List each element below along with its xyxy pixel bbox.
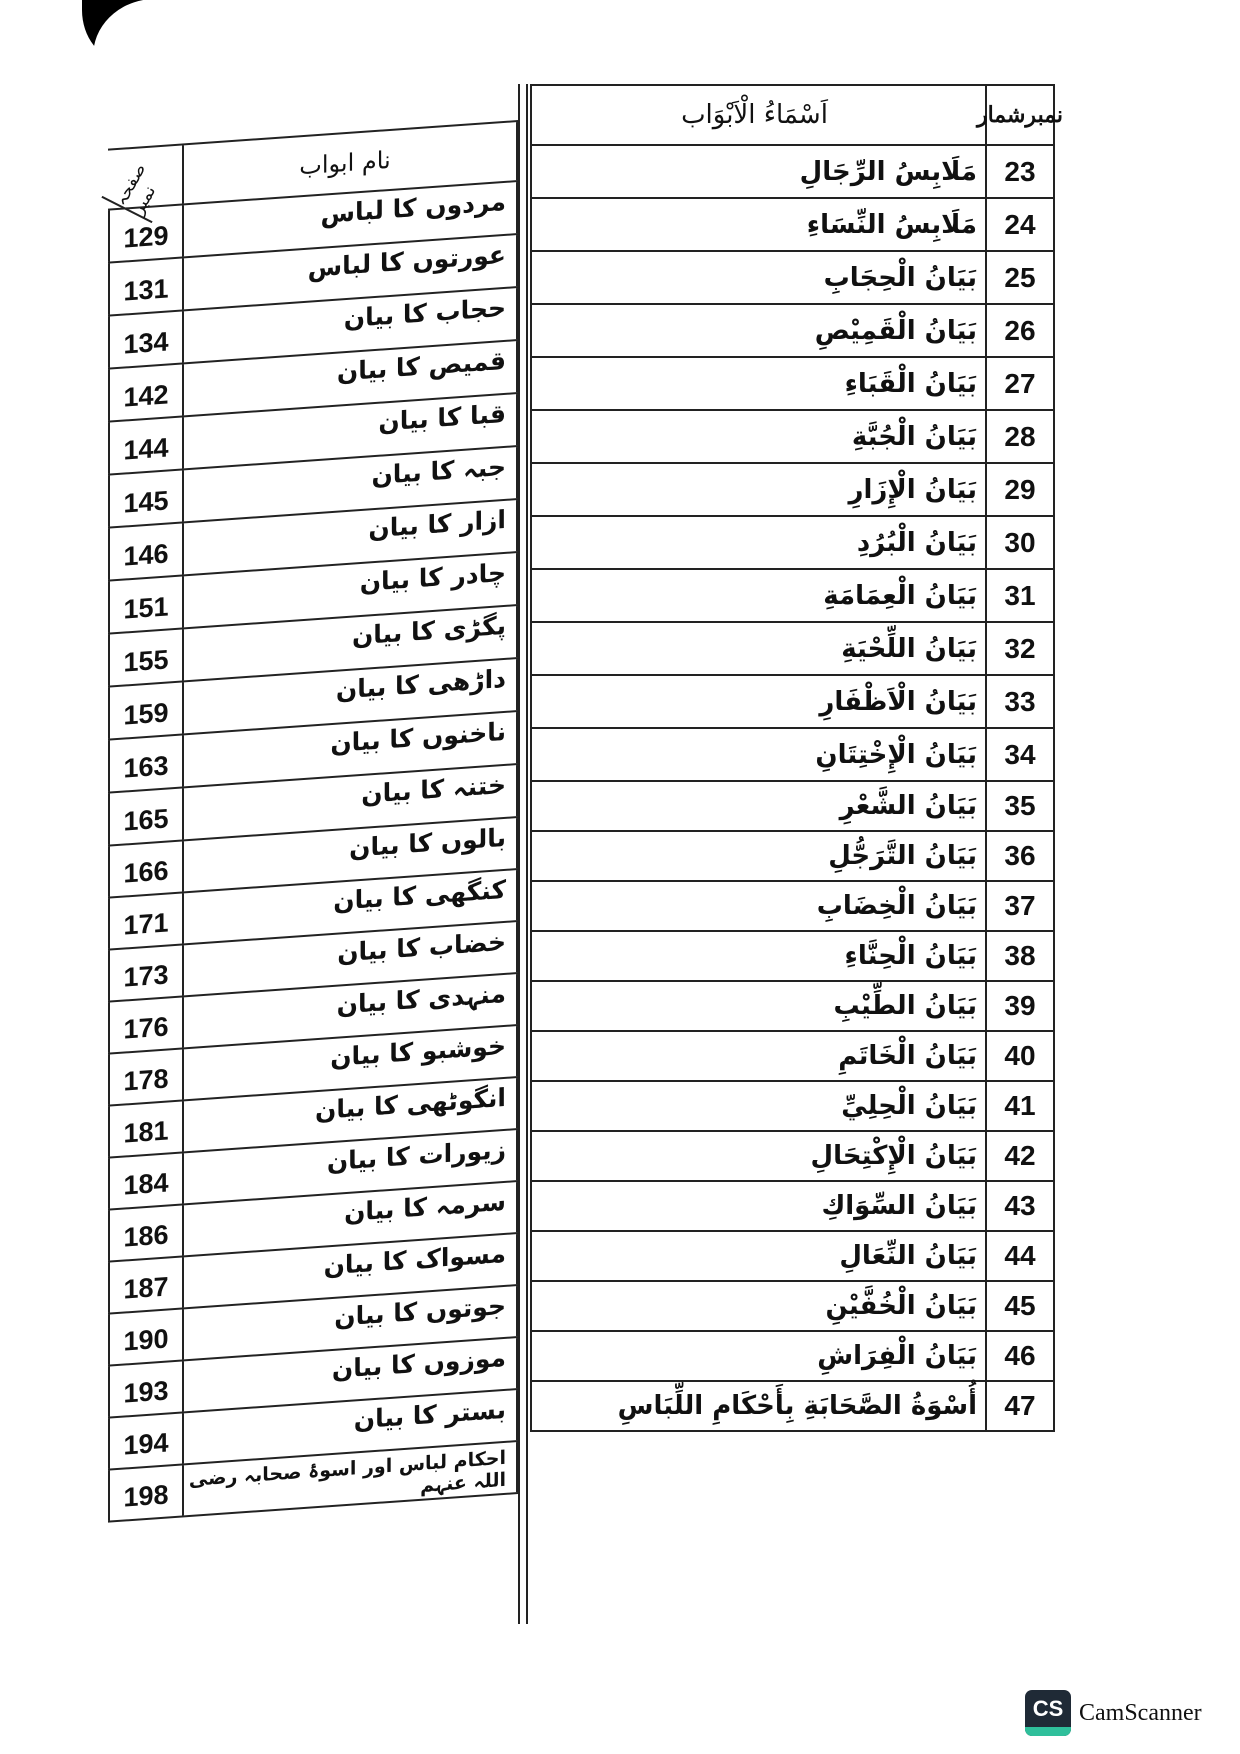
page-number: 155 <box>108 629 182 685</box>
page-number: 129 <box>108 205 182 261</box>
serial-number: 36 <box>985 832 1055 880</box>
page-number: 198 <box>108 1465 182 1520</box>
urdu-chapter-name: جبہ کا بیان <box>182 447 518 521</box>
camscanner-brand: CamScanner <box>1079 1699 1202 1726</box>
urdu-chapter-name: عورتوں کا لباس <box>182 235 518 309</box>
urdu-chapter-name: داڑھی کا بیان <box>182 659 518 733</box>
page-edge-curve <box>86 0 420 127</box>
page-number: 142 <box>108 364 182 420</box>
urdu-chapter-name: بستر کا بیان <box>182 1390 518 1463</box>
table-row <box>530 882 1055 932</box>
serial-number: 46 <box>985 1332 1055 1380</box>
table-row <box>530 305 1055 358</box>
table-row <box>530 1082 1055 1132</box>
table-row <box>530 1032 1055 1082</box>
page-number: 176 <box>108 997 182 1052</box>
page-number: 131 <box>108 258 182 314</box>
page-number: 173 <box>108 945 182 1000</box>
page-number: 166 <box>108 841 182 896</box>
header-urdu-title: نام ابواب <box>182 122 518 203</box>
urdu-chapter-name: ختنہ کا بیان <box>182 765 518 839</box>
serial-number: 33 <box>985 676 1055 727</box>
table-row <box>530 982 1055 1032</box>
urdu-chapter-name: سرمہ کا بیان <box>182 1182 518 1255</box>
arabic-chapter-name: بَيَانُ الْاَظْفَارِ <box>530 676 985 727</box>
arabic-chapter-name: بَيَانُ الطِّيْبِ <box>530 982 985 1030</box>
serial-number: 27 <box>985 358 1055 409</box>
urdu-chapter-name: چادر کا بیان <box>182 553 518 627</box>
serial-number: 37 <box>985 882 1055 930</box>
page-number: 178 <box>108 1049 182 1104</box>
page-number: 193 <box>108 1361 182 1416</box>
urdu-chapter-name: خوشبو کا بیان <box>182 1026 518 1099</box>
table-header-row <box>530 84 1064 146</box>
arabic-chapter-name: بَيَانُ الْقَبَاءِ <box>530 358 985 409</box>
urdu-rows <box>108 182 518 1523</box>
arabic-chapter-name: بَيَانُ الْبُرُدِ <box>530 517 985 568</box>
arabic-chapter-name: بَيَانُ النِّعَالِ <box>530 1232 985 1280</box>
page-number: 186 <box>108 1205 182 1260</box>
page-number: 146 <box>108 523 182 579</box>
table-row <box>530 1332 1055 1382</box>
urdu-chapter-name: زیورات کا بیان <box>182 1130 518 1203</box>
urdu-chapter-name: کنگھی کا بیان <box>182 870 518 943</box>
arabic-chapter-name: بَيَانُ الْإِكْتِحَالِ <box>530 1132 985 1180</box>
serial-number: 39 <box>985 982 1055 1030</box>
serial-number: 45 <box>985 1282 1055 1330</box>
toc-table-urdu <box>108 120 518 1523</box>
arabic-chapter-name: بَيَانُ اللِّحْيَةِ <box>530 623 985 674</box>
header-page-number: صفحہ نمبر <box>101 131 188 223</box>
urdu-chapter-name: قمیص کا بیان <box>182 341 518 415</box>
urdu-chapter-name: خضاب کا بیان <box>182 922 518 995</box>
arabic-chapter-name: بَيَانُ الْحِنَّاءِ <box>530 932 985 980</box>
table-row <box>530 832 1055 882</box>
serial-number: 25 <box>985 252 1055 303</box>
page-number: 134 <box>108 311 182 367</box>
table-row <box>530 1182 1055 1232</box>
arabic-chapter-name: بَيَانُ الْخُفَّيْنِ <box>530 1282 985 1330</box>
urdu-chapter-name: حجاب کا بیان <box>182 288 518 362</box>
urdu-chapter-name: مردوں کا لباس <box>182 182 518 256</box>
urdu-chapter-name: موزوں کا بیان <box>182 1338 518 1411</box>
page-number: 184 <box>108 1153 182 1208</box>
camscanner-watermark <box>1025 1690 1202 1736</box>
arabic-chapter-name: بَيَانُ الْعِمَامَةِ <box>530 570 985 621</box>
table-row <box>530 676 1055 729</box>
table-row <box>530 146 1055 199</box>
header-arabic-title: اَسْمَاءُ الْاَبْوَاب <box>530 86 985 144</box>
table-row <box>530 517 1055 570</box>
urdu-chapter-name: بالوں کا بیان <box>182 818 518 891</box>
urdu-chapter-name: جوتوں کا بیان <box>182 1286 518 1359</box>
table-row <box>530 1382 1055 1432</box>
urdu-chapter-name: منہدی کا بیان <box>182 974 518 1047</box>
serial-number: 34 <box>985 729 1055 780</box>
serial-number: 32 <box>985 623 1055 674</box>
arabic-chapter-name: بَيَانُ السِّوَاكِ <box>530 1182 985 1230</box>
table-row <box>530 252 1055 305</box>
serial-number: 38 <box>985 932 1055 980</box>
table-row <box>530 358 1055 411</box>
table-row <box>530 570 1055 623</box>
serial-number: 31 <box>985 570 1055 621</box>
arabic-chapter-name: مَلَابِسُ الرِّجَالِ <box>530 146 985 197</box>
serial-number: 41 <box>985 1082 1055 1130</box>
camscanner-logo-icon: CS <box>1025 1690 1071 1736</box>
urdu-chapter-name: پگڑی کا بیان <box>182 606 518 680</box>
serial-number: 28 <box>985 411 1055 462</box>
arabic-chapter-name: أُسْوَةُ الصَّحَابَةِ بِأَحْكَامِ اللِّبَاسِ <box>530 1382 985 1430</box>
arabic-chapter-name: مَلَابِسُ النِّسَاءِ <box>530 199 985 250</box>
arabic-chapter-name: بَيَانُ الْإِخْتِتَانِ <box>530 729 985 780</box>
page-number: 159 <box>108 682 182 738</box>
urdu-chapter-name: مسواک کا بیان <box>182 1234 518 1307</box>
arabic-chapter-name: بَيَانُ الْإِزَارِ <box>530 464 985 515</box>
page-number: 163 <box>108 735 182 791</box>
serial-number: 47 <box>985 1382 1055 1430</box>
page-number: 151 <box>108 576 182 632</box>
column-double-divider <box>518 84 528 1624</box>
serial-number: 23 <box>985 146 1055 197</box>
arabic-chapter-name: بَيَانُ التَّرَجُّلِ <box>530 832 985 880</box>
arabic-chapter-name: بَيَانُ الشَّعْرِ <box>530 782 985 830</box>
serial-number: 35 <box>985 782 1055 830</box>
header-serial: نمبرشمار <box>985 86 1055 144</box>
arabic-rows <box>530 146 1055 1432</box>
serial-number: 42 <box>985 1132 1055 1180</box>
table-row <box>530 1232 1055 1282</box>
serial-number: 24 <box>985 199 1055 250</box>
urdu-chapter-name: انگوٹھی کا بیان <box>182 1078 518 1151</box>
urdu-chapter-name: احکام لباس اور اسوۂ صحابہ رضی اللہ عنہم <box>182 1442 518 1515</box>
urdu-chapter-name: قبا کا بیان <box>182 394 518 468</box>
serial-number: 30 <box>985 517 1055 568</box>
urdu-chapter-name: ناخنوں کا بیان <box>182 712 518 786</box>
serial-number: 44 <box>985 1232 1055 1280</box>
arabic-chapter-name: بَيَانُ الْخَاتَمِ <box>530 1032 985 1080</box>
serial-number: 26 <box>985 305 1055 356</box>
urdu-chapter-name: ازار کا بیان <box>182 500 518 574</box>
arabic-chapter-name: بَيَانُ الْجُبَّةِ <box>530 411 985 462</box>
page-number: 190 <box>108 1309 182 1364</box>
page-number: 194 <box>108 1413 182 1468</box>
arabic-chapter-name: بَيَانُ الْخِضَابِ <box>530 882 985 930</box>
toc-table-arabic <box>530 84 1064 1432</box>
serial-number: 29 <box>985 464 1055 515</box>
table-row <box>530 411 1055 464</box>
page-number: 144 <box>108 417 182 473</box>
table-row <box>530 623 1055 676</box>
arabic-chapter-name: بَيَانُ الْحِجَابِ <box>530 252 985 303</box>
table-row <box>530 1132 1055 1182</box>
arabic-chapter-name: بَيَانُ الْفِرَاشِ <box>530 1332 985 1380</box>
page-number: 181 <box>108 1101 182 1156</box>
serial-number: 43 <box>985 1182 1055 1230</box>
table-row <box>530 1282 1055 1332</box>
table-row <box>530 782 1055 832</box>
arabic-chapter-name: بَيَانُ الْحِلِيِّ <box>530 1082 985 1130</box>
table-row <box>530 729 1055 782</box>
table-row <box>530 199 1055 252</box>
serial-number: 40 <box>985 1032 1055 1080</box>
arabic-chapter-name: بَيَانُ الْقَمِيْصِ <box>530 305 985 356</box>
table-row <box>530 464 1055 517</box>
page-number: 171 <box>108 893 182 948</box>
page-number: 145 <box>108 470 182 526</box>
page-number: 165 <box>108 788 182 844</box>
page-number: 187 <box>108 1257 182 1312</box>
table-row <box>530 932 1055 982</box>
